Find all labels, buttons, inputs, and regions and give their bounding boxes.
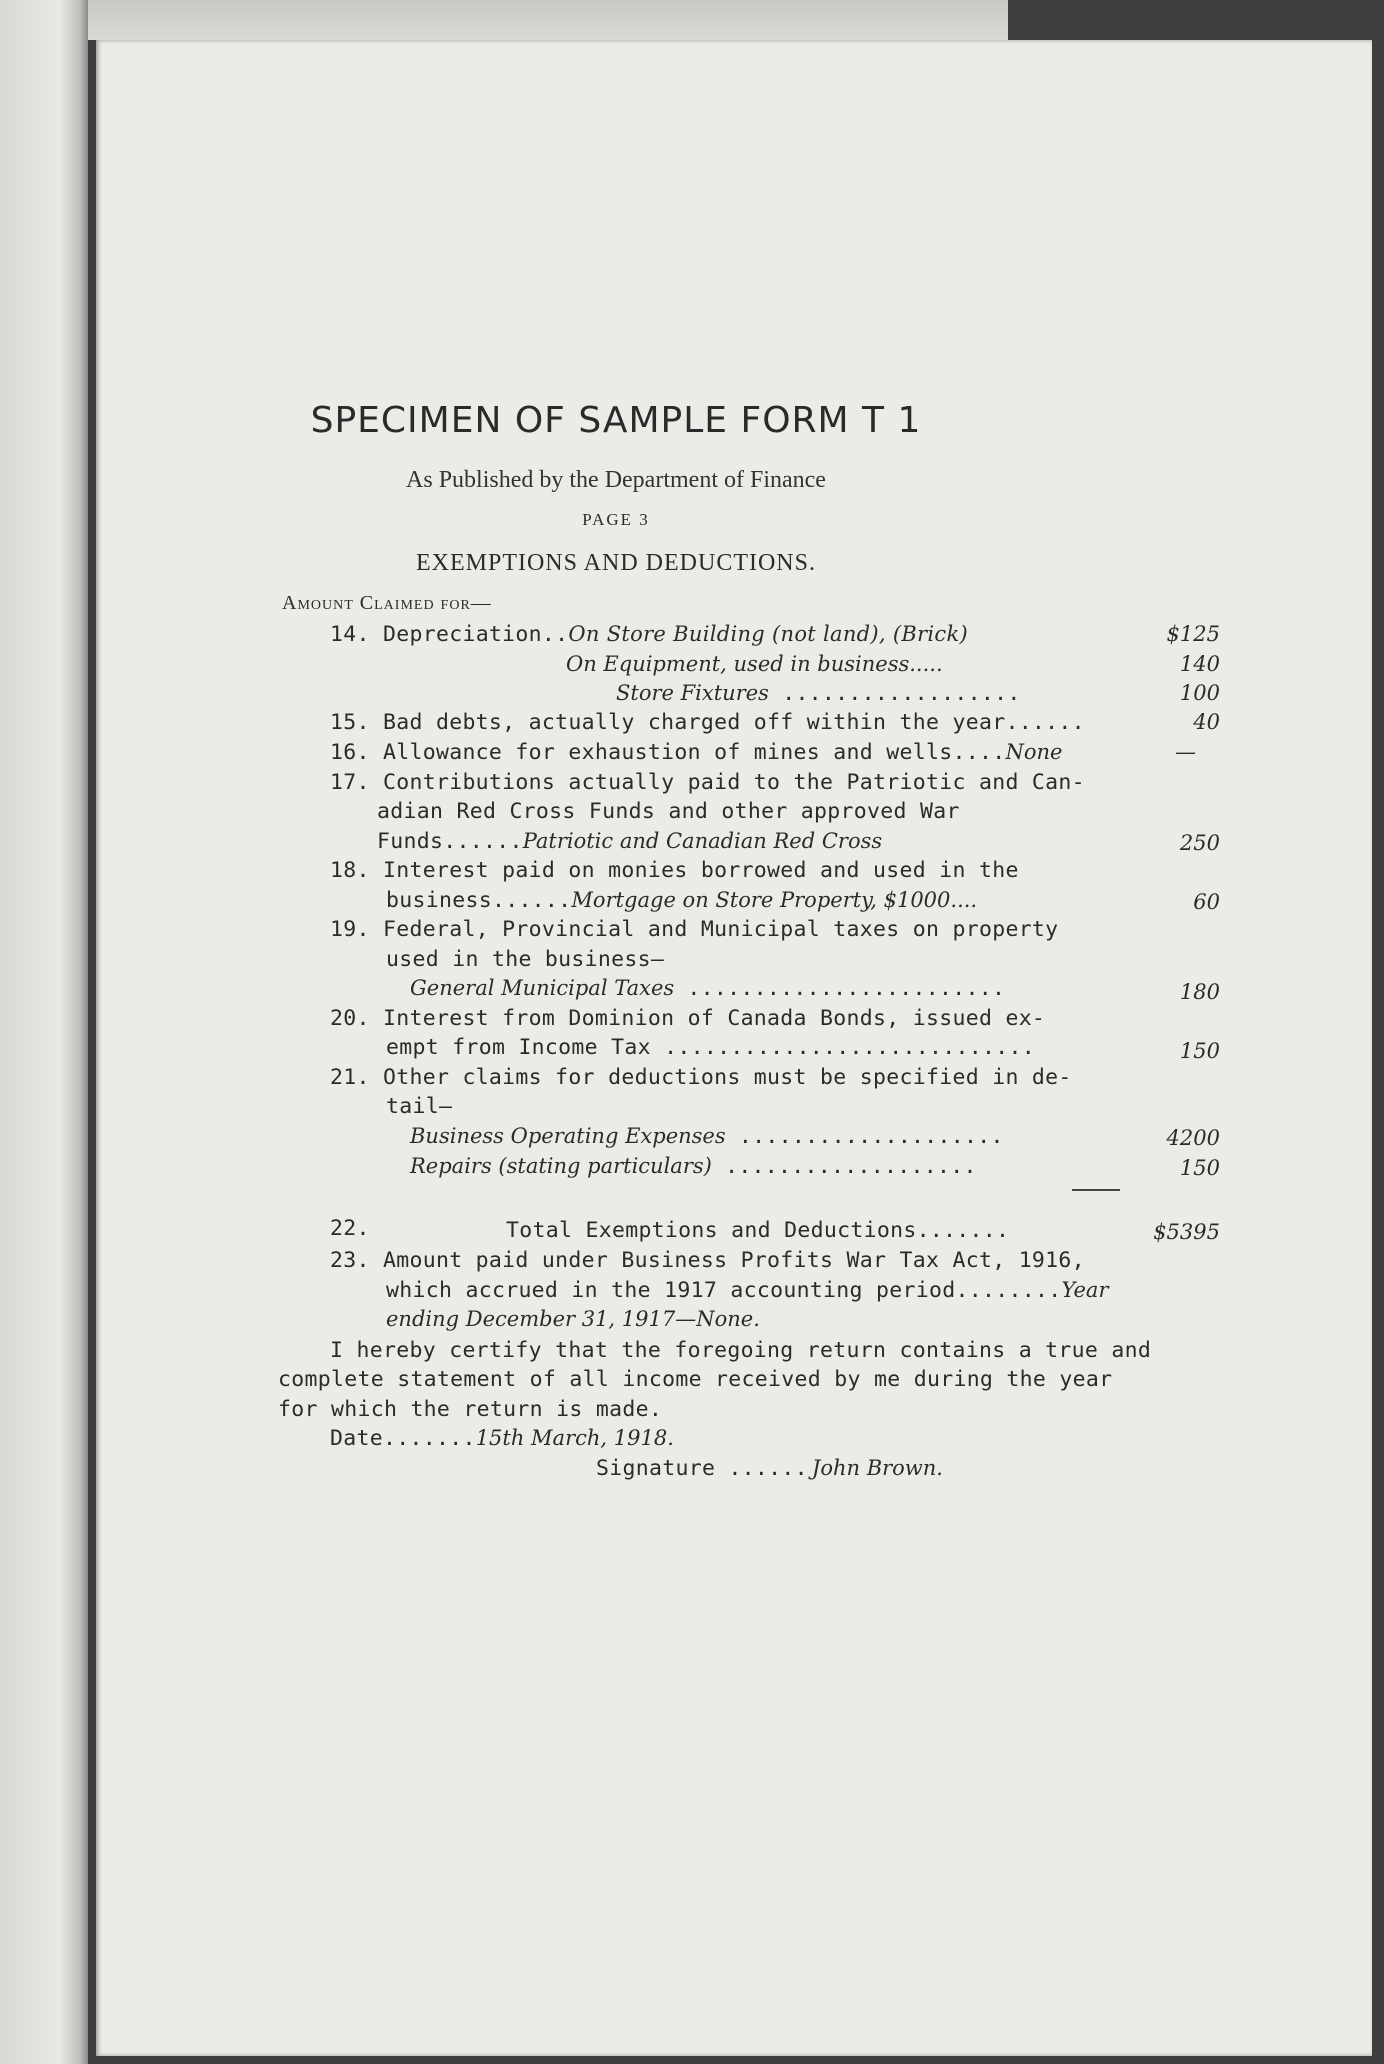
item-20-amount: 150 xyxy=(1179,1039,1220,1063)
item-16-line xyxy=(330,740,1062,765)
book-gutter xyxy=(0,0,88,2064)
date-value: 15th March, 1918. xyxy=(475,1426,674,1450)
item-17-line-1: 17. Contributions actually paid to the Patriotic and Can- xyxy=(330,770,1085,795)
item-20-line-2: empt from Income Tax ............................ xyxy=(386,1035,1035,1060)
item-15-line: 15. Bad debts, actually charged off within the year...... xyxy=(330,710,1085,735)
item-14b-line: On Equipment, used in business..... xyxy=(566,652,943,676)
item-16-italic: None xyxy=(1005,740,1063,764)
signature-value: John Brown. xyxy=(811,1456,943,1480)
item-21-line-2: tail— xyxy=(386,1094,453,1119)
item-23-line-1: 23. Amount paid under Business Profits War Tax Act, 1916, xyxy=(330,1248,1085,1273)
total-rule xyxy=(1072,1189,1120,1191)
document-page xyxy=(96,40,1372,2056)
item-19-italic: General Municipal Taxes xyxy=(410,976,675,1000)
page-subtitle: As Published by the Department of Finance xyxy=(406,467,826,493)
certify-line-2: complete statement of all income received by me during the year xyxy=(278,1367,1113,1392)
item-19-amount: 180 xyxy=(1179,980,1220,1004)
item-18-italic: Mortgage on Store Property, $1000.... xyxy=(571,888,978,912)
page-number: PAGE 3 xyxy=(582,510,650,529)
item-16-amount: — xyxy=(1175,740,1196,764)
item-21-amount-2: 150 xyxy=(1179,1156,1220,1180)
item-14c-amount: 100 xyxy=(1179,681,1220,705)
item-15-amount: 40 xyxy=(1193,710,1220,734)
item-21-dots-1: .................... xyxy=(725,1124,1004,1149)
item-21-dots-2: ................... xyxy=(711,1154,977,1179)
item-21-amount-1: 4200 xyxy=(1166,1126,1220,1150)
item-22-text: Total Exemptions and Deductions....... xyxy=(506,1218,1010,1243)
item-18-text: business...... xyxy=(386,888,572,913)
item-22-amount: $5395 xyxy=(1153,1220,1220,1244)
item-23-text: which accrued in the 1917 accounting period........ xyxy=(386,1278,1062,1303)
item-14c-italic: Store Fixtures xyxy=(616,681,769,705)
item-17-text: Funds...... xyxy=(377,829,523,854)
page-title: SPECIMEN OF SAMPLE FORM T 1 xyxy=(310,400,922,441)
item-23-line-3: ending December 31, 1917—None. xyxy=(386,1307,760,1331)
date-label: Date....... xyxy=(330,1426,476,1451)
item-18-line-1: 18. Interest paid on monies borrowed and used in the xyxy=(330,858,1019,883)
item-21-italic-1: Business Operating Expenses xyxy=(410,1124,726,1148)
item-19-dots: ........................ xyxy=(674,976,1006,1001)
item-19-line-2: used in the business— xyxy=(386,947,665,972)
item-16-text: 16. Allowance for exhaustion of mines and wells.... xyxy=(330,740,1006,765)
item-21-line-4 xyxy=(410,1154,977,1179)
book-top-edge xyxy=(88,0,1008,40)
signature-line xyxy=(596,1456,943,1481)
item-22-number: 22. xyxy=(330,1216,370,1241)
item-14c-dots: .................. xyxy=(768,681,1021,706)
certify-line-1: I hereby certify that the foregoing return contains a true and xyxy=(330,1338,1152,1363)
item-17-line-3 xyxy=(377,829,882,854)
item-23-line-2 xyxy=(386,1278,1108,1303)
item-20-line-1: 20. Interest from Dominion of Canada Bonds, issued ex- xyxy=(330,1006,1046,1031)
item-21-line-1: 21. Other claims for deductions must be specified in de- xyxy=(330,1065,1072,1090)
item-18-line-2 xyxy=(386,888,977,913)
item-14b-amount: 140 xyxy=(1179,652,1220,676)
item-17-italic: Patriotic and Canadian Red Cross xyxy=(522,829,883,853)
item-18-amount: 60 xyxy=(1193,890,1220,914)
item-17-line-2: adian Red Cross Funds and other approved War xyxy=(377,799,960,824)
item-14-number: 14. xyxy=(330,622,370,647)
item-14-line xyxy=(330,622,968,647)
item-21-line-3 xyxy=(410,1124,1004,1149)
item-14-amount: $125 xyxy=(1166,622,1220,646)
amount-claimed-label: Amount Claimed for— xyxy=(282,592,492,614)
item-14-text: Depreciation.. xyxy=(382,622,569,647)
item-14c-line xyxy=(616,681,1021,706)
section-heading: EXEMPTIONS AND DEDUCTIONS. xyxy=(415,550,816,576)
item-17-amount: 250 xyxy=(1179,831,1220,855)
item-21-italic-2: Repairs (stating particulars) xyxy=(410,1154,712,1178)
item-23-italic-1: Year xyxy=(1061,1278,1109,1302)
signature-label: Signature ...... xyxy=(596,1456,808,1481)
certify-line-3: for which the return is made. xyxy=(278,1397,663,1422)
item-19-line-3 xyxy=(410,976,1005,1001)
date-line xyxy=(330,1426,674,1451)
item-14-italic: On Store Building (not land), (Brick) xyxy=(568,622,969,646)
item-19-line-1: 19. Federal, Provincial and Municipal taxes on property xyxy=(330,917,1059,942)
